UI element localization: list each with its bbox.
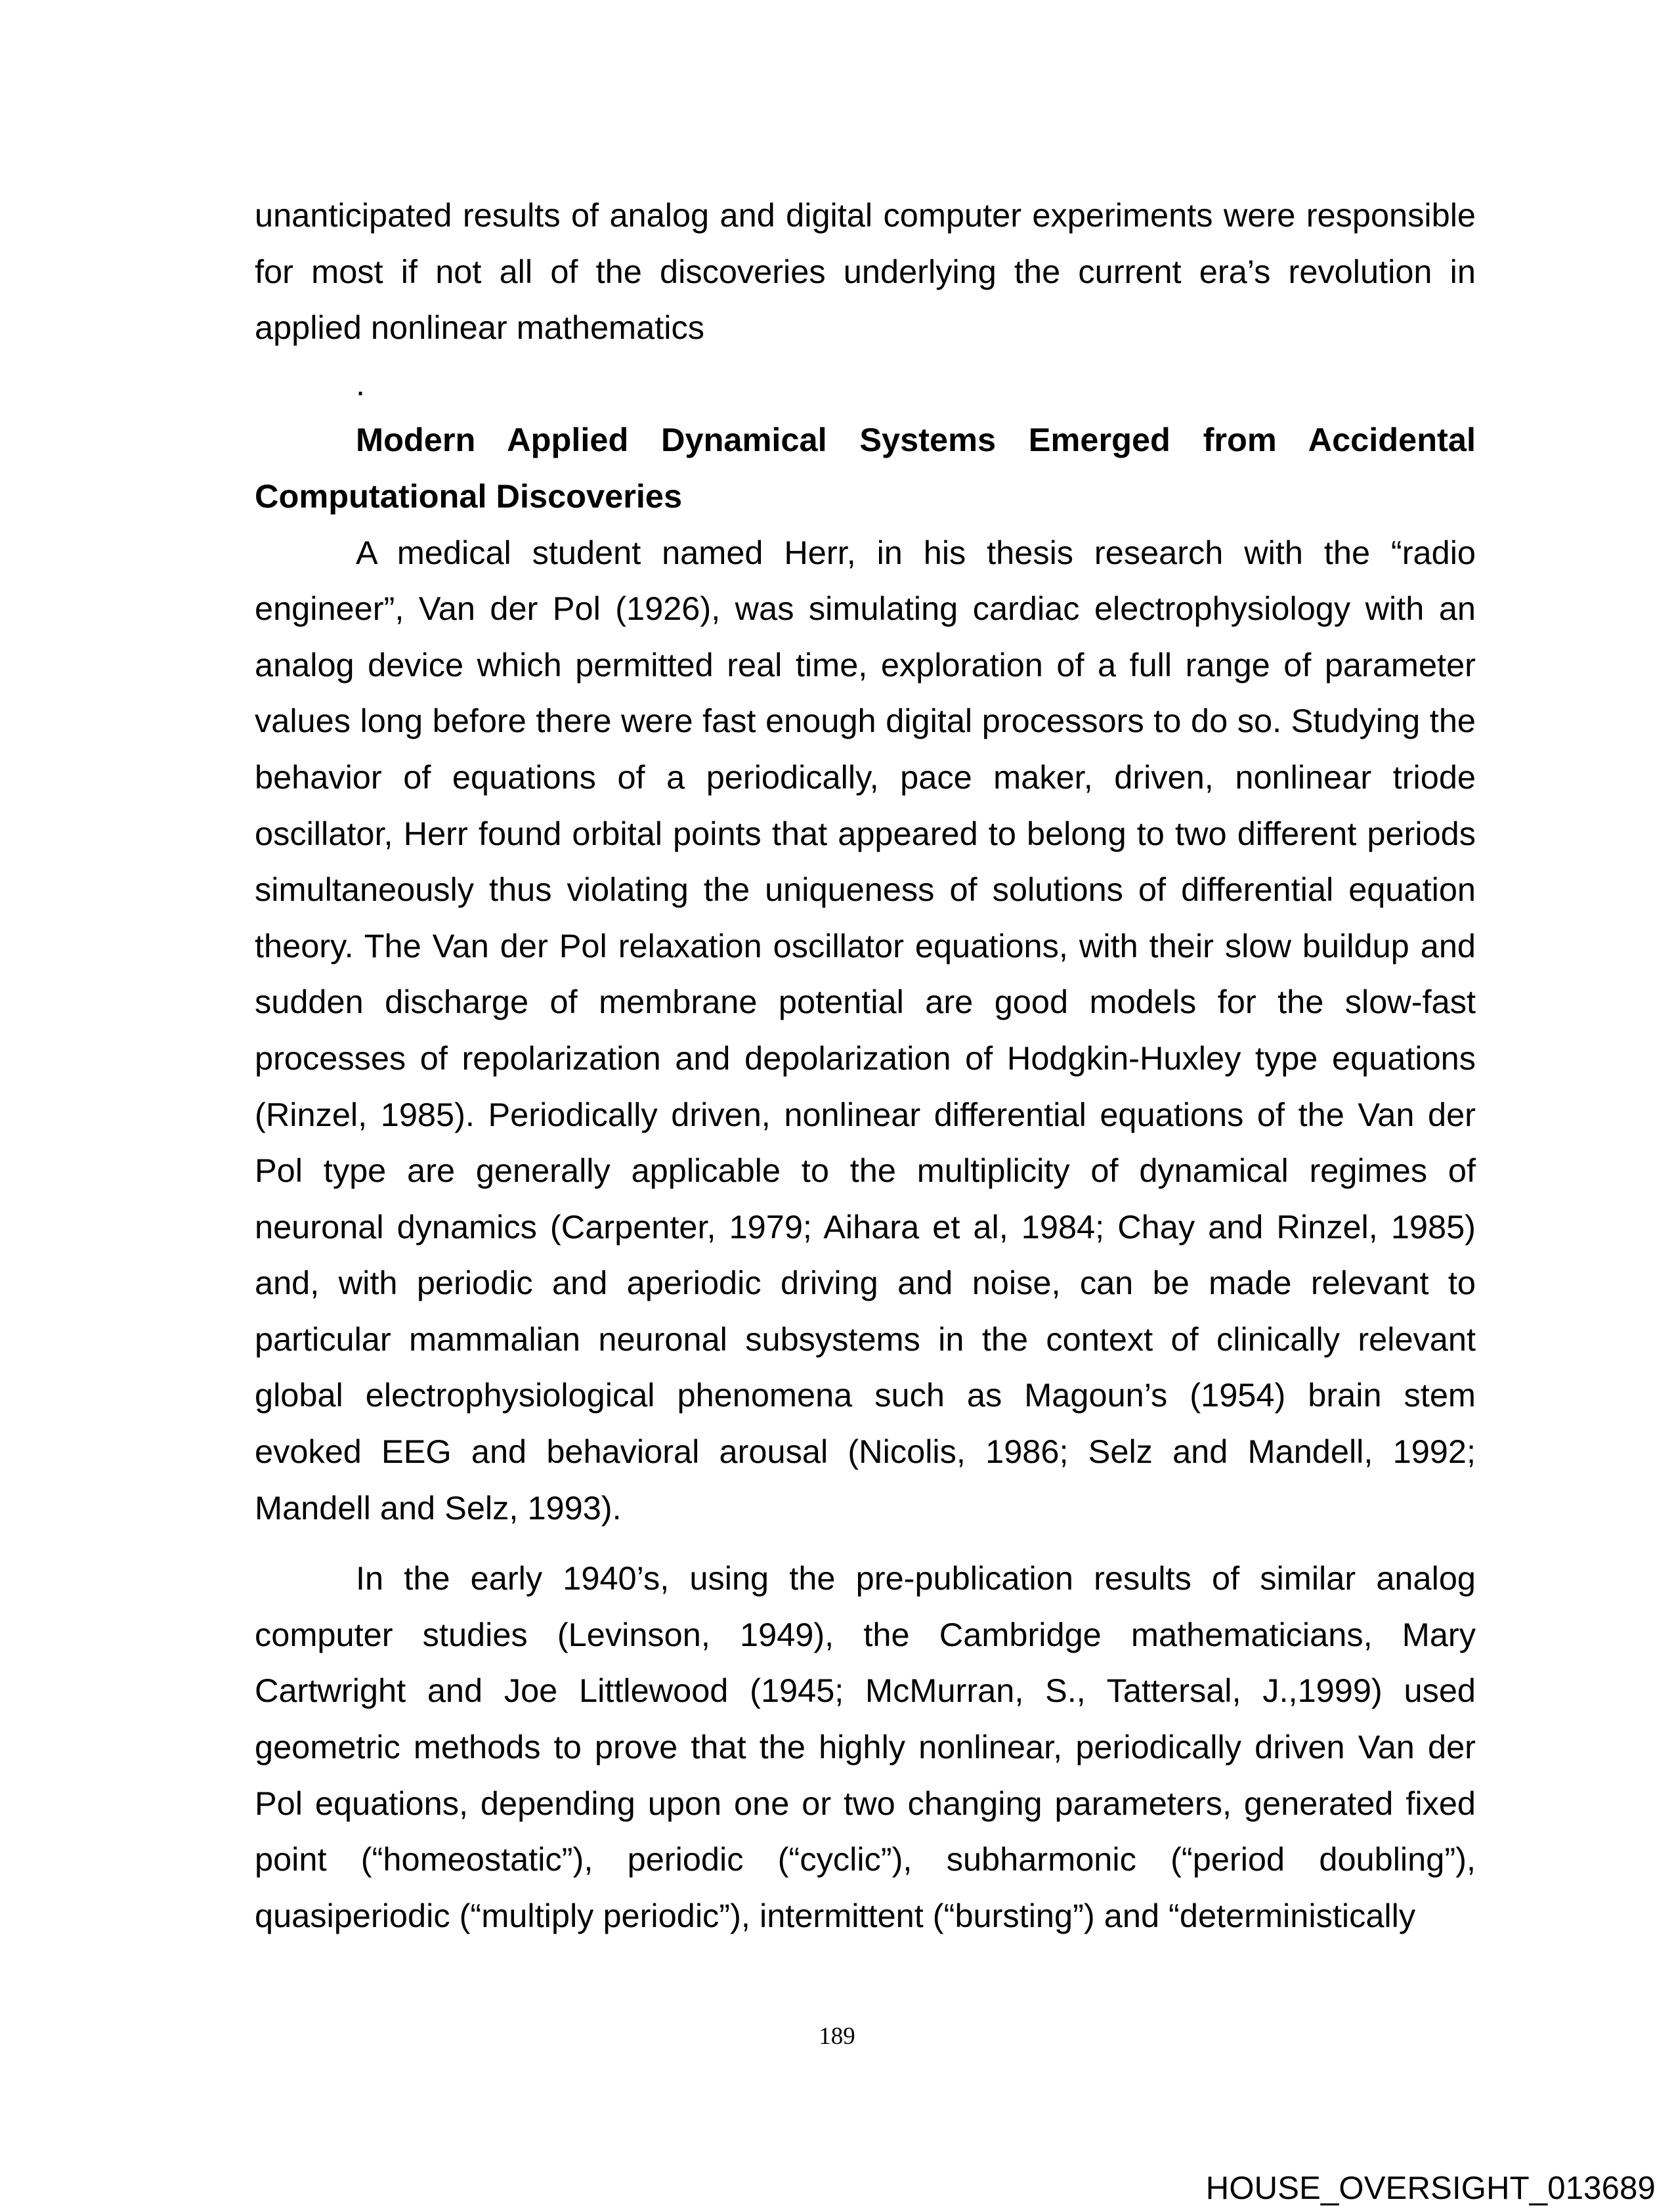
body-paragraph-cartwright-littlewood: In the early 1940’s, using the pre-publication results of similar analog computer studies (Levinson, 1949), the Cambridge mathematicians, Mary Cartwright and Joe Littlewood (1945; McMurran, S., Tattersal, J.,1999) used geometric methods to prove that the highly nonlinear, periodically driven Van der Pol equations, depending upon one or two changing parameters, generated fixed point (“homeostatic”), periodic (“cyclic”), subharmonic (“period doubling”), quasiperiodic (“multiply periodic”), intermittent (“bursting”) and “deterministically xyxy=(255,1559,1476,1934)
page-number: 189 xyxy=(819,2023,855,2050)
text-column xyxy=(255,187,1476,1943)
stray-period-mark: . xyxy=(356,364,366,402)
bates-stamp: HOUSE_OVERSIGHT_013689 xyxy=(1205,2171,1656,2206)
body-paragraph-herr-van-der-pol: A medical student named Herr, in his thesis research with the “radio engineer”, Van der Pol (1926), was simulating cardiac electrophysiology with an analog device which permitted real time, exploration of a full range of parameter values long before there were fast enough digital processors to do so. Studying the behavior of equations of a periodically, pace maker, driven, nonlinear triode oscillator, Herr found orbital points that appeared to belong to two different periods simultaneously thus violating the uniqueness of solutions of differential equation theory. The Van der Pol relaxation oscillator equations, with their slow buildup and sudden discharge of membrane potential are good models for the slow-fast processes of repolarization and depolarization of Hodgkin-Huxley type equations (Rinzel, 1985). Periodically driven, nonlinear differential equations of the Van der Pol type are generally applicable to the multiplicity of dynamical regimes of neuronal dynamics (Carpenter, 1979; Aihara et al, 1984; Chay and Rinzel, 1985) and, with periodic and aperiodic driving and noise, can be made relevant to particular mammalian neuronal subsystems in the context of clinically relevant global electrophysiological phenomena such as Magoun’s (1954) brain stem evoked EEG and behavioral arousal (Nicolis, 1986; Selz and Mandell, 1992; Mandell and Selz, 1993). xyxy=(255,533,1476,1527)
section-heading: Modern Applied Dynamical Systems Emerged from Accidental Computational Discoveries xyxy=(255,421,1476,515)
opening-paragraph: unanticipated results of analog and digital computer experiments were responsible for most if not all of the discoveries underlying the current era’s revolution in applied nonlinear mathematics xyxy=(255,196,1476,347)
